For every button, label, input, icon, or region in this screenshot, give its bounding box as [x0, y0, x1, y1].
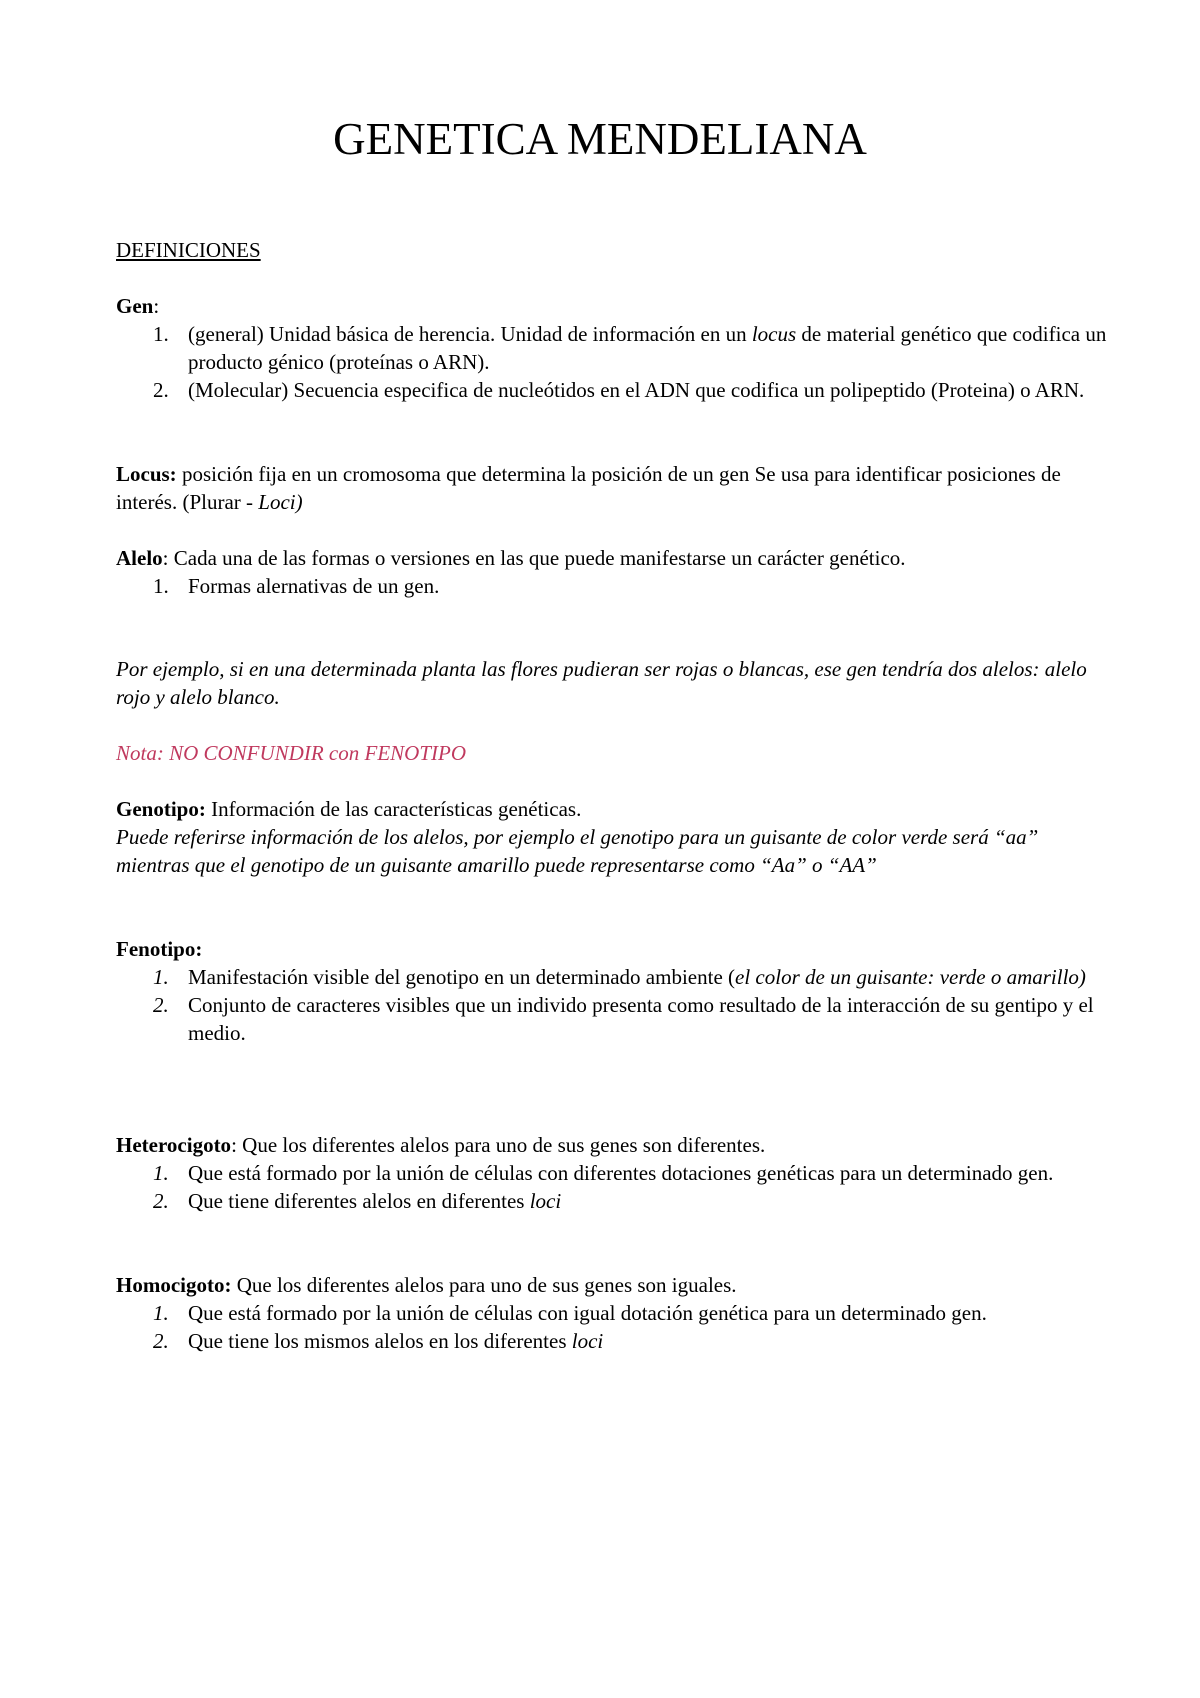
list-number: 2.: [153, 993, 169, 1017]
section-heading-text: DEFINICIONES: [116, 238, 261, 262]
example-text: Por ejemplo, si en una determinada planta las flores pudieran ser rojas o blancas, ese gen tendría dos alelos: alelo rojo y alelo blanco.: [116, 657, 1087, 709]
list-item: [116, 1327, 1116, 1355]
list-text: Que está formado por la unión de células con diferentes dotaciones genéticas para un determinado gen.: [188, 1161, 1054, 1185]
list-text: Que está formado por la unión de células con igual dotación genética para un determinado gen.: [188, 1301, 987, 1325]
homocigoto-list: [116, 1299, 1116, 1355]
alelo-paragraph: [116, 544, 1116, 572]
definition-fenotipo: [116, 935, 1116, 1047]
definition-alelo: [116, 544, 1116, 600]
list-text: Manifestación visible del genotipo en un determinado ambiente (: [188, 965, 736, 989]
heterocigoto-paragraph: [116, 1131, 1116, 1159]
list-text-italic: el color de un guisante: verde o amarillo): [735, 965, 1086, 989]
list-text: (general) Unidad básica de herencia. Unidad de información en un: [188, 322, 752, 346]
locus-italic: Loci): [258, 490, 303, 514]
gen-colon: :: [153, 294, 160, 318]
list-number: 1.: [153, 322, 169, 346]
locus-text: posición fija en un cromosoma que determina la posición de un gen Se usa para identificar posiciones de interés. (Plurar -: [116, 462, 1061, 514]
list-number: 1.: [153, 1301, 169, 1325]
homocigoto-text: Que los diferentes alelos para uno de sus genes son iguales.: [231, 1273, 737, 1297]
list-item: [116, 1187, 1116, 1215]
list-item: [116, 320, 1116, 376]
fenotipo-list: [116, 963, 1116, 1047]
heterocigoto-text: : Que los diferentes alelos para uno de sus genes son diferentes.: [231, 1133, 766, 1157]
definition-heterocigoto: [116, 1131, 1116, 1215]
list-text-italic: locus: [751, 322, 797, 346]
genotipo-term: Genotipo:: [116, 797, 206, 821]
homocigoto-paragraph: [116, 1271, 1116, 1299]
list-text-italic: loci: [571, 1329, 604, 1353]
list-text: Que tiene los mismos alelos en los diferentes: [188, 1329, 572, 1353]
list-item: [116, 572, 1116, 600]
list-text-italic: loci: [529, 1189, 562, 1213]
list-item: [116, 376, 1116, 404]
list-text: (Molecular) Secuencia especifica de nucleótidos en el ADN que codifica un polipeptido (Proteina) o ARN.: [188, 378, 1085, 402]
note-text: Nota: NO CONFUNDIR con FENOTIPO: [116, 741, 466, 765]
list-number: 1.: [153, 1161, 169, 1185]
alelo-list: [116, 572, 1116, 600]
gen-heading: [116, 292, 1116, 320]
list-text: de material genético que codifica un producto génico (proteínas o ARN).: [188, 322, 1107, 374]
heterocigoto-list: [116, 1159, 1116, 1215]
fenotipo-term: Fenotipo:: [116, 937, 203, 961]
list-text: Formas alernativas de un gen.: [188, 574, 440, 598]
definition-locus: [116, 460, 1116, 516]
gen-term: Gen: [116, 294, 154, 318]
locus-paragraph: [116, 460, 1116, 516]
list-item: [116, 963, 1116, 991]
locus-term: Locus:: [116, 462, 177, 486]
definition-genotipo: [116, 795, 1116, 879]
homocigoto-term: Homocigoto:: [116, 1273, 232, 1297]
genotipo-paragraph: [116, 795, 1116, 823]
list-number: 1.: [153, 965, 169, 989]
list-number: 2.: [153, 378, 169, 402]
list-text: Que tiene diferentes alelos en diferentes: [188, 1189, 530, 1213]
list-item: [116, 1299, 1116, 1327]
document-title: GENETICA MENDELIANA: [333, 114, 867, 164]
example-paragraph: [116, 655, 1116, 711]
list-number: 2.: [153, 1189, 169, 1213]
list-text: Conjunto de caracteres visibles que un individo presenta como resultado de la interacción de su gentipo y el medio.: [188, 993, 1094, 1045]
list-item: [116, 1159, 1116, 1187]
genotipo-italic: Puede referirse información de los alelos, por ejemplo el genotipo para un guisante de color verde será “aa” mientras que el genotipo de un guisante amarillo puede representarse como “Aa” o “AA”: [116, 825, 1039, 877]
gen-list: [116, 320, 1116, 404]
list-item: [116, 991, 1116, 1047]
definition-homocigoto: [116, 1271, 1116, 1355]
definition-gen: [116, 292, 1116, 404]
list-number: 2.: [153, 1329, 169, 1353]
section-heading: [116, 236, 1116, 264]
heterocigoto-term: Heterocigoto: [116, 1133, 232, 1157]
alelo-text: : Cada una de las formas o versiones en las que puede manifestarse un carácter genético.: [162, 546, 906, 570]
note-paragraph: [116, 739, 1116, 767]
alelo-term: Alelo: [116, 546, 163, 570]
genotipo-text: Información de las características genéticas.: [205, 797, 582, 821]
list-number: 1.: [153, 574, 169, 598]
